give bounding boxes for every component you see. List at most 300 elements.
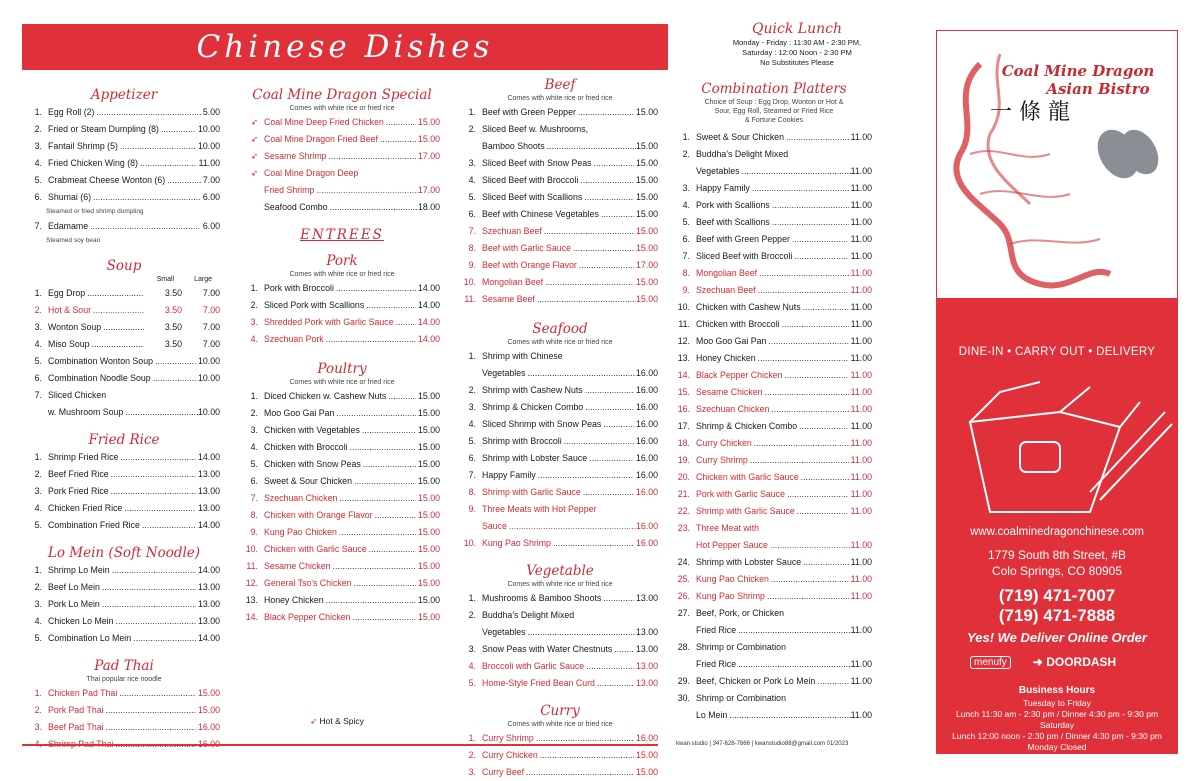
hours-line2: Lunch 11:30 am - 2:30 pm / Dinner 4:30 pm - 9:30 pm	[955, 709, 1159, 719]
menu-item	[244, 388, 440, 405]
menu-item	[676, 384, 872, 401]
menu-item	[28, 562, 220, 579]
item-number: 5.	[682, 217, 690, 227]
item-number: 2.	[468, 750, 476, 760]
item-name-text: Kung Pao Shrimp	[482, 538, 551, 548]
section-title-seafood: Seafood	[532, 321, 588, 337]
item-price: 11.00	[849, 129, 872, 146]
item-name	[48, 685, 196, 702]
item-name-text: Curry Chicken	[482, 750, 538, 760]
item-name	[264, 297, 416, 314]
item-number: 1.	[682, 132, 690, 142]
item-number: 9.	[250, 527, 258, 537]
item-name	[482, 641, 634, 658]
item-price: 10.00	[196, 121, 220, 138]
item-number: 3.	[34, 322, 42, 332]
item-number: 4.	[682, 200, 690, 210]
item-number: 7.	[34, 221, 42, 231]
menu-item	[244, 165, 440, 182]
menu-item	[28, 517, 220, 534]
item-name	[482, 291, 634, 308]
menu-item	[462, 467, 658, 484]
item-price: 11.00	[849, 214, 872, 231]
doordash-label: DOORDASH	[1046, 655, 1117, 669]
item-name	[48, 189, 201, 206]
price-small: 3.50	[144, 285, 182, 302]
quick-lunch-line3: No Substitutes Please	[760, 58, 834, 67]
item-name-text: Kung Pao Shrimp	[696, 591, 765, 601]
menu-item	[462, 607, 658, 624]
delivery-banner: Yes! We Deliver Online Order	[967, 630, 1147, 645]
item-number: 1.	[250, 391, 258, 401]
item-name-text: Hot & Sour	[48, 305, 92, 315]
item-number: 2.	[34, 705, 42, 715]
phone-2[interactable]: (719) 471-7888	[998, 606, 1116, 625]
item-name-text: Shrimp with Lobster Sauce	[696, 557, 802, 567]
item-name-text: Kung Pao Chicken	[696, 574, 769, 584]
item-name	[264, 314, 416, 331]
item-price: 6.00	[201, 218, 220, 235]
item-name-text: Egg Drop	[48, 288, 86, 298]
footer-divider	[22, 744, 658, 746]
item-name	[482, 467, 634, 484]
section-title-beef: Beef	[544, 77, 576, 93]
menu-item	[28, 579, 220, 596]
item-name-text: Beef with Green Pepper	[696, 234, 790, 244]
item-name	[48, 630, 196, 647]
item-name-line2	[462, 138, 658, 155]
menu-item	[462, 675, 658, 692]
item-price: 11.00	[849, 180, 872, 197]
item-price: 11.00	[851, 656, 872, 673]
poultry-list	[244, 388, 440, 626]
item-price: 15.00	[634, 747, 658, 764]
menu-item	[28, 466, 220, 483]
item-number: 19.	[677, 455, 690, 465]
item-name	[696, 299, 849, 316]
item-name-text: Szechuan Pork	[264, 334, 324, 344]
item-name-text: Black Pepper Chicken	[264, 612, 351, 622]
item-name-line1: Three Meat with	[696, 523, 760, 533]
menu-item	[462, 747, 658, 764]
menu-item	[244, 575, 440, 592]
menu-item	[244, 199, 440, 216]
combo-list	[676, 129, 872, 724]
item-price: 15.00	[416, 114, 440, 131]
item-number: 7.	[250, 493, 258, 503]
item-name	[264, 541, 416, 558]
item-name	[48, 719, 196, 736]
item-name	[264, 280, 416, 297]
item-name-text: Combination Noodle Soup	[48, 373, 151, 383]
appetizer-note: Steamed soy bean	[46, 237, 101, 244]
item-number: 11.	[464, 294, 476, 304]
hours-line5: Monday Closed	[1027, 742, 1087, 752]
menu-item	[676, 401, 872, 418]
item-name	[482, 257, 634, 274]
item-name-line1: Three Meats with Hot Pepper	[482, 504, 597, 514]
item-name-text: Chicken Pad Thai	[48, 688, 118, 698]
item-number: 23.	[677, 523, 690, 533]
item-number: 7.	[468, 226, 476, 236]
item-name-text: Curry Shrimp	[696, 455, 748, 465]
item-name-text: Shrimp & Chicken Combo	[696, 421, 798, 431]
item-name-text: Shrimp Lo Mein	[48, 565, 110, 575]
item-price: 15.00	[634, 104, 658, 121]
special-subtitle: Comes with white rice or fried rice	[289, 105, 395, 112]
item-name	[482, 206, 634, 223]
item-name	[264, 456, 416, 473]
menu-item	[676, 571, 872, 588]
item-name-text: Shrimp with Garlic Sauce	[696, 506, 795, 516]
item-name-cont	[264, 182, 418, 199]
item-name-text: Sesame Beef	[482, 294, 535, 304]
item-price: 11.00	[849, 197, 872, 214]
chopsticks-icon	[1089, 122, 1165, 185]
item-price: 11.00	[849, 350, 872, 367]
item-name	[264, 422, 416, 439]
item-name	[696, 554, 849, 571]
item-name-text: Miso Soup	[48, 339, 90, 349]
item-price: 15.00	[196, 685, 220, 702]
item-number: 28.	[677, 642, 690, 652]
column-1	[28, 86, 220, 753]
item-name	[264, 199, 418, 216]
menufy-logo[interactable]: menufy	[970, 656, 1011, 669]
doordash-logo[interactable]: ➜ DOORDASH	[1032, 655, 1117, 669]
item-price: 16.00	[634, 382, 658, 399]
item-price: 11.00	[849, 588, 872, 605]
item-name-text: Shrimp & Chicken Combo	[482, 402, 584, 412]
item-name-text: Pork with Scallions	[696, 200, 770, 210]
item-name-text: Shrimp with Lobster Sauce	[482, 453, 588, 463]
size-large: Large	[194, 276, 212, 283]
item-name-text: Sliced Beef with Scallions	[482, 192, 583, 202]
item-number: 1.	[468, 593, 476, 603]
item-name-text: Bamboo Shoots	[482, 141, 545, 151]
pad-thai-subtitle: Thai popular rice noodle	[86, 676, 162, 683]
item-name	[48, 596, 196, 613]
menu-item	[676, 503, 872, 520]
item-number: 1.	[34, 107, 42, 117]
menu-item	[462, 433, 658, 450]
item-name-line1: Coal Mine Dragon Deep	[264, 168, 359, 178]
item-price: 15.00	[416, 439, 440, 456]
item-name-text: Honey Chicken	[696, 353, 756, 363]
item-number: 2.	[250, 408, 258, 418]
item-name-text: Mushrooms & Bamboo Shoots	[482, 593, 602, 603]
item-number: 8.	[682, 268, 690, 278]
item-name	[48, 138, 196, 155]
item-price: 16.00	[636, 518, 658, 535]
menu-item	[28, 370, 220, 387]
item-price: 14.00	[416, 297, 440, 314]
item-name	[482, 104, 634, 121]
item-name	[482, 240, 634, 257]
item-name-line2	[676, 656, 872, 673]
item-price: 13.00	[636, 624, 658, 641]
item-name	[48, 370, 196, 387]
item-name	[264, 592, 416, 609]
item-name-line1: Buddha's Delight Mixed	[696, 149, 789, 159]
curry-subtitle: Comes with white rice or fried rice	[507, 721, 613, 728]
item-price: 11.00	[849, 367, 872, 384]
item-name-line2	[28, 404, 220, 421]
item-number: 24.	[677, 557, 690, 567]
menu-item	[462, 172, 658, 189]
item-number: 20.	[677, 472, 690, 482]
item-price: 15.00	[416, 388, 440, 405]
item-name	[482, 382, 634, 399]
item-name-text: Pork with Garlic Sauce	[696, 489, 785, 499]
item-price: 15.00	[416, 609, 440, 626]
item-price: 11.00	[849, 299, 872, 316]
menu-item	[244, 609, 440, 626]
item-name	[482, 274, 634, 291]
menu-item	[462, 484, 658, 501]
price-small: 3.50	[144, 336, 182, 353]
pork-list	[244, 280, 440, 348]
delivery-partners	[970, 655, 1170, 669]
item-price: 17.00	[416, 148, 440, 165]
item-price: 16.00	[634, 450, 658, 467]
menu-item	[462, 240, 658, 257]
item-name-text: Fried Chicken Wing (8)	[48, 158, 138, 168]
section-title-curry: Curry	[540, 703, 580, 719]
menu-item	[28, 121, 220, 138]
column-4	[676, 80, 872, 724]
item-price: 10.00	[198, 404, 220, 421]
item-price: 16.00	[634, 730, 658, 747]
section-title-pork: Pork	[326, 253, 358, 269]
item-name	[696, 248, 849, 265]
item-price: 13.00	[634, 658, 658, 675]
menu-item	[28, 218, 220, 235]
item-price: 13.00	[196, 579, 220, 596]
item-number: 6.	[34, 373, 42, 383]
menu-item	[462, 535, 658, 552]
menu-item	[676, 248, 872, 265]
menu-item	[244, 297, 440, 314]
item-price: 15.00	[416, 405, 440, 422]
menu-item	[676, 180, 872, 197]
chili-icon: ➶	[250, 117, 258, 127]
item-number: 6.	[468, 209, 476, 219]
item-name-text: Sliced Beef with Broccoli	[696, 251, 793, 261]
item-number: 1.	[34, 565, 42, 575]
item-name-text: Szechuan Chicken	[696, 404, 770, 414]
menu-item	[676, 129, 872, 146]
price-small: 3.50	[144, 302, 182, 319]
chili-icon: ➶	[250, 134, 258, 144]
takeout-box-icon	[940, 372, 1176, 522]
item-number: 1.	[34, 452, 42, 462]
item-number: 2.	[34, 305, 42, 315]
item-name-line1: Sliced Chicken	[48, 390, 107, 400]
quick-lunch-line1: Monday - Friday : 11:30 AM - 2:30 PM,	[732, 38, 862, 47]
menu-item	[28, 500, 220, 517]
item-name	[48, 319, 144, 336]
item-name-text: Curry Shrimp	[482, 733, 534, 743]
item-price: 15.00	[634, 172, 658, 189]
item-name	[696, 129, 849, 146]
item-price: 11.00	[849, 401, 872, 418]
item-name	[264, 524, 416, 541]
item-name	[48, 579, 196, 596]
item-number: 8.	[468, 243, 476, 253]
menu-item	[28, 719, 220, 736]
item-name-text: General Tso's Chicken	[264, 578, 352, 588]
menu-item	[462, 382, 658, 399]
item-name-text: Vegetables	[482, 368, 526, 378]
menu-item	[244, 524, 440, 541]
item-number: 10.	[245, 544, 258, 554]
item-number: 29.	[677, 676, 690, 686]
item-price: 16.00	[634, 535, 658, 552]
item-price: 11.00	[849, 333, 872, 350]
item-number: 6.	[468, 453, 476, 463]
item-number: 21.	[677, 489, 690, 499]
item-name	[48, 613, 196, 630]
item-price: 11.00	[849, 673, 872, 690]
item-name-text: Beef Fried Rice	[48, 469, 109, 479]
item-name-text: Sliced Beef with Snow Peas	[482, 158, 592, 168]
item-name-text: Chicken with Cashew Nuts	[696, 302, 801, 312]
item-name-line2	[676, 537, 872, 554]
item-name-text: Fried Rice	[696, 625, 737, 635]
item-price: 11.00	[849, 265, 872, 282]
item-name-text: Szechuan Beef	[482, 226, 542, 236]
menu-item	[28, 630, 220, 647]
price-large: 7.00	[182, 285, 220, 302]
item-price: 11.00	[851, 707, 872, 724]
menu-item	[676, 639, 872, 656]
item-price: 16.00	[636, 365, 658, 382]
item-number: 13.	[245, 595, 258, 605]
item-number: 3.	[468, 402, 476, 412]
item-name-text: Broccoli with Garlic Sauce	[482, 661, 585, 671]
hot-spicy-legend	[310, 716, 364, 727]
section-title-special: Coal Mine Dragon Special	[252, 87, 432, 103]
soup-item	[28, 336, 220, 353]
item-number: 4.	[250, 442, 258, 452]
item-name-line1: Shrimp with Chinese	[482, 351, 563, 361]
item-name-text: Shredded Pork with Garlic Sauce	[264, 317, 394, 327]
menu-item	[676, 333, 872, 350]
menu-item	[244, 314, 440, 331]
website-link[interactable]: www.coalminedragonchinese.com	[970, 526, 1144, 538]
item-name	[48, 562, 196, 579]
menu-item	[244, 405, 440, 422]
item-name-text: Shrimp with Cashew Nuts	[482, 385, 583, 395]
phone-1[interactable]: (719) 471-7007	[998, 586, 1116, 605]
item-name-cont	[696, 707, 851, 724]
column-3	[462, 76, 658, 781]
item-number: 4.	[468, 419, 476, 429]
item-name	[264, 507, 416, 524]
size-small: Small	[156, 276, 175, 283]
item-name-text: Sweet & Sour Chicken	[696, 132, 785, 142]
hot-spicy-label: Hot & Spicy	[319, 716, 364, 726]
section-title-pad-thai: Pad Thai	[94, 658, 154, 674]
item-number: 3.	[250, 317, 258, 327]
item-name-text: Black Pepper Chicken	[696, 370, 783, 380]
item-name	[696, 316, 849, 333]
item-name	[48, 172, 201, 189]
item-name	[264, 114, 416, 131]
item-price: 11.00	[849, 486, 872, 503]
item-name-text: Beef with Chinese Vegetables	[482, 209, 599, 219]
menu-item	[28, 483, 220, 500]
item-name	[48, 449, 196, 466]
menu-item	[28, 702, 220, 719]
item-price: 15.00	[416, 507, 440, 524]
price-small: 3.50	[144, 319, 182, 336]
item-name	[48, 302, 144, 319]
item-name-line2	[462, 624, 658, 641]
item-number: 7.	[682, 251, 690, 261]
item-price: 15.00	[634, 223, 658, 240]
menu-item	[676, 265, 872, 282]
menu-item	[676, 299, 872, 316]
item-number: 5.	[250, 459, 258, 469]
fried-rice-list	[28, 449, 220, 534]
item-name-text: Chicken with Broccoli	[264, 442, 348, 452]
item-name	[48, 218, 201, 235]
item-name-text: Coal Mine Dragon Fried Beef	[264, 134, 378, 144]
services-line: DINE-IN • CARRY OUT • DELIVERY	[958, 346, 1156, 358]
menu-item	[28, 613, 220, 630]
column-2	[244, 86, 440, 626]
item-number: 1.	[34, 288, 42, 298]
price-large: 7.00	[182, 319, 220, 336]
item-number: 26.	[677, 591, 690, 601]
item-name	[696, 401, 849, 418]
item-number: 3.	[34, 599, 42, 609]
item-name	[696, 282, 849, 299]
menu-item	[676, 197, 872, 214]
brand-line1: Coal Mine Dragon	[1001, 62, 1155, 80]
item-name-text: Beef with Green Pepper	[482, 107, 576, 117]
item-name-text: Vegetables	[482, 627, 526, 637]
menu-item	[676, 690, 872, 707]
item-name-text: Shrimp with Broccoli	[482, 436, 562, 446]
menu-item	[28, 104, 220, 121]
item-name-cont	[482, 138, 636, 155]
item-name-text: Egg Roll (2)	[48, 107, 95, 117]
seafood-subtitle: Comes with white rice or fried rice	[507, 339, 613, 346]
combo-desc-2: Sour, Egg Roll, Steamed or Fried Rice	[714, 108, 834, 115]
item-number: 12.	[245, 578, 258, 588]
address-line1: 1779 South 8th Street, #B	[987, 548, 1127, 562]
item-name-text: Chicken with Vegetables	[264, 425, 360, 435]
item-name	[482, 764, 634, 781]
item-name-text: Beef, Chicken or Pork Lo Mein	[696, 676, 816, 686]
item-name	[696, 486, 849, 503]
item-price: 15.00	[634, 291, 658, 308]
item-number: 4.	[34, 616, 42, 626]
item-price: 13.00	[634, 641, 658, 658]
item-name	[48, 702, 196, 719]
item-number: 4.	[468, 175, 476, 185]
item-number: 4.	[250, 334, 258, 344]
menu-item	[676, 350, 872, 367]
item-number: 5.	[34, 633, 42, 643]
section-title-vegetable: Vegetable	[526, 563, 594, 579]
item-name-text: Chicken with Orange Flavor	[264, 510, 373, 520]
item-number	[244, 114, 264, 131]
item-name	[482, 535, 634, 552]
